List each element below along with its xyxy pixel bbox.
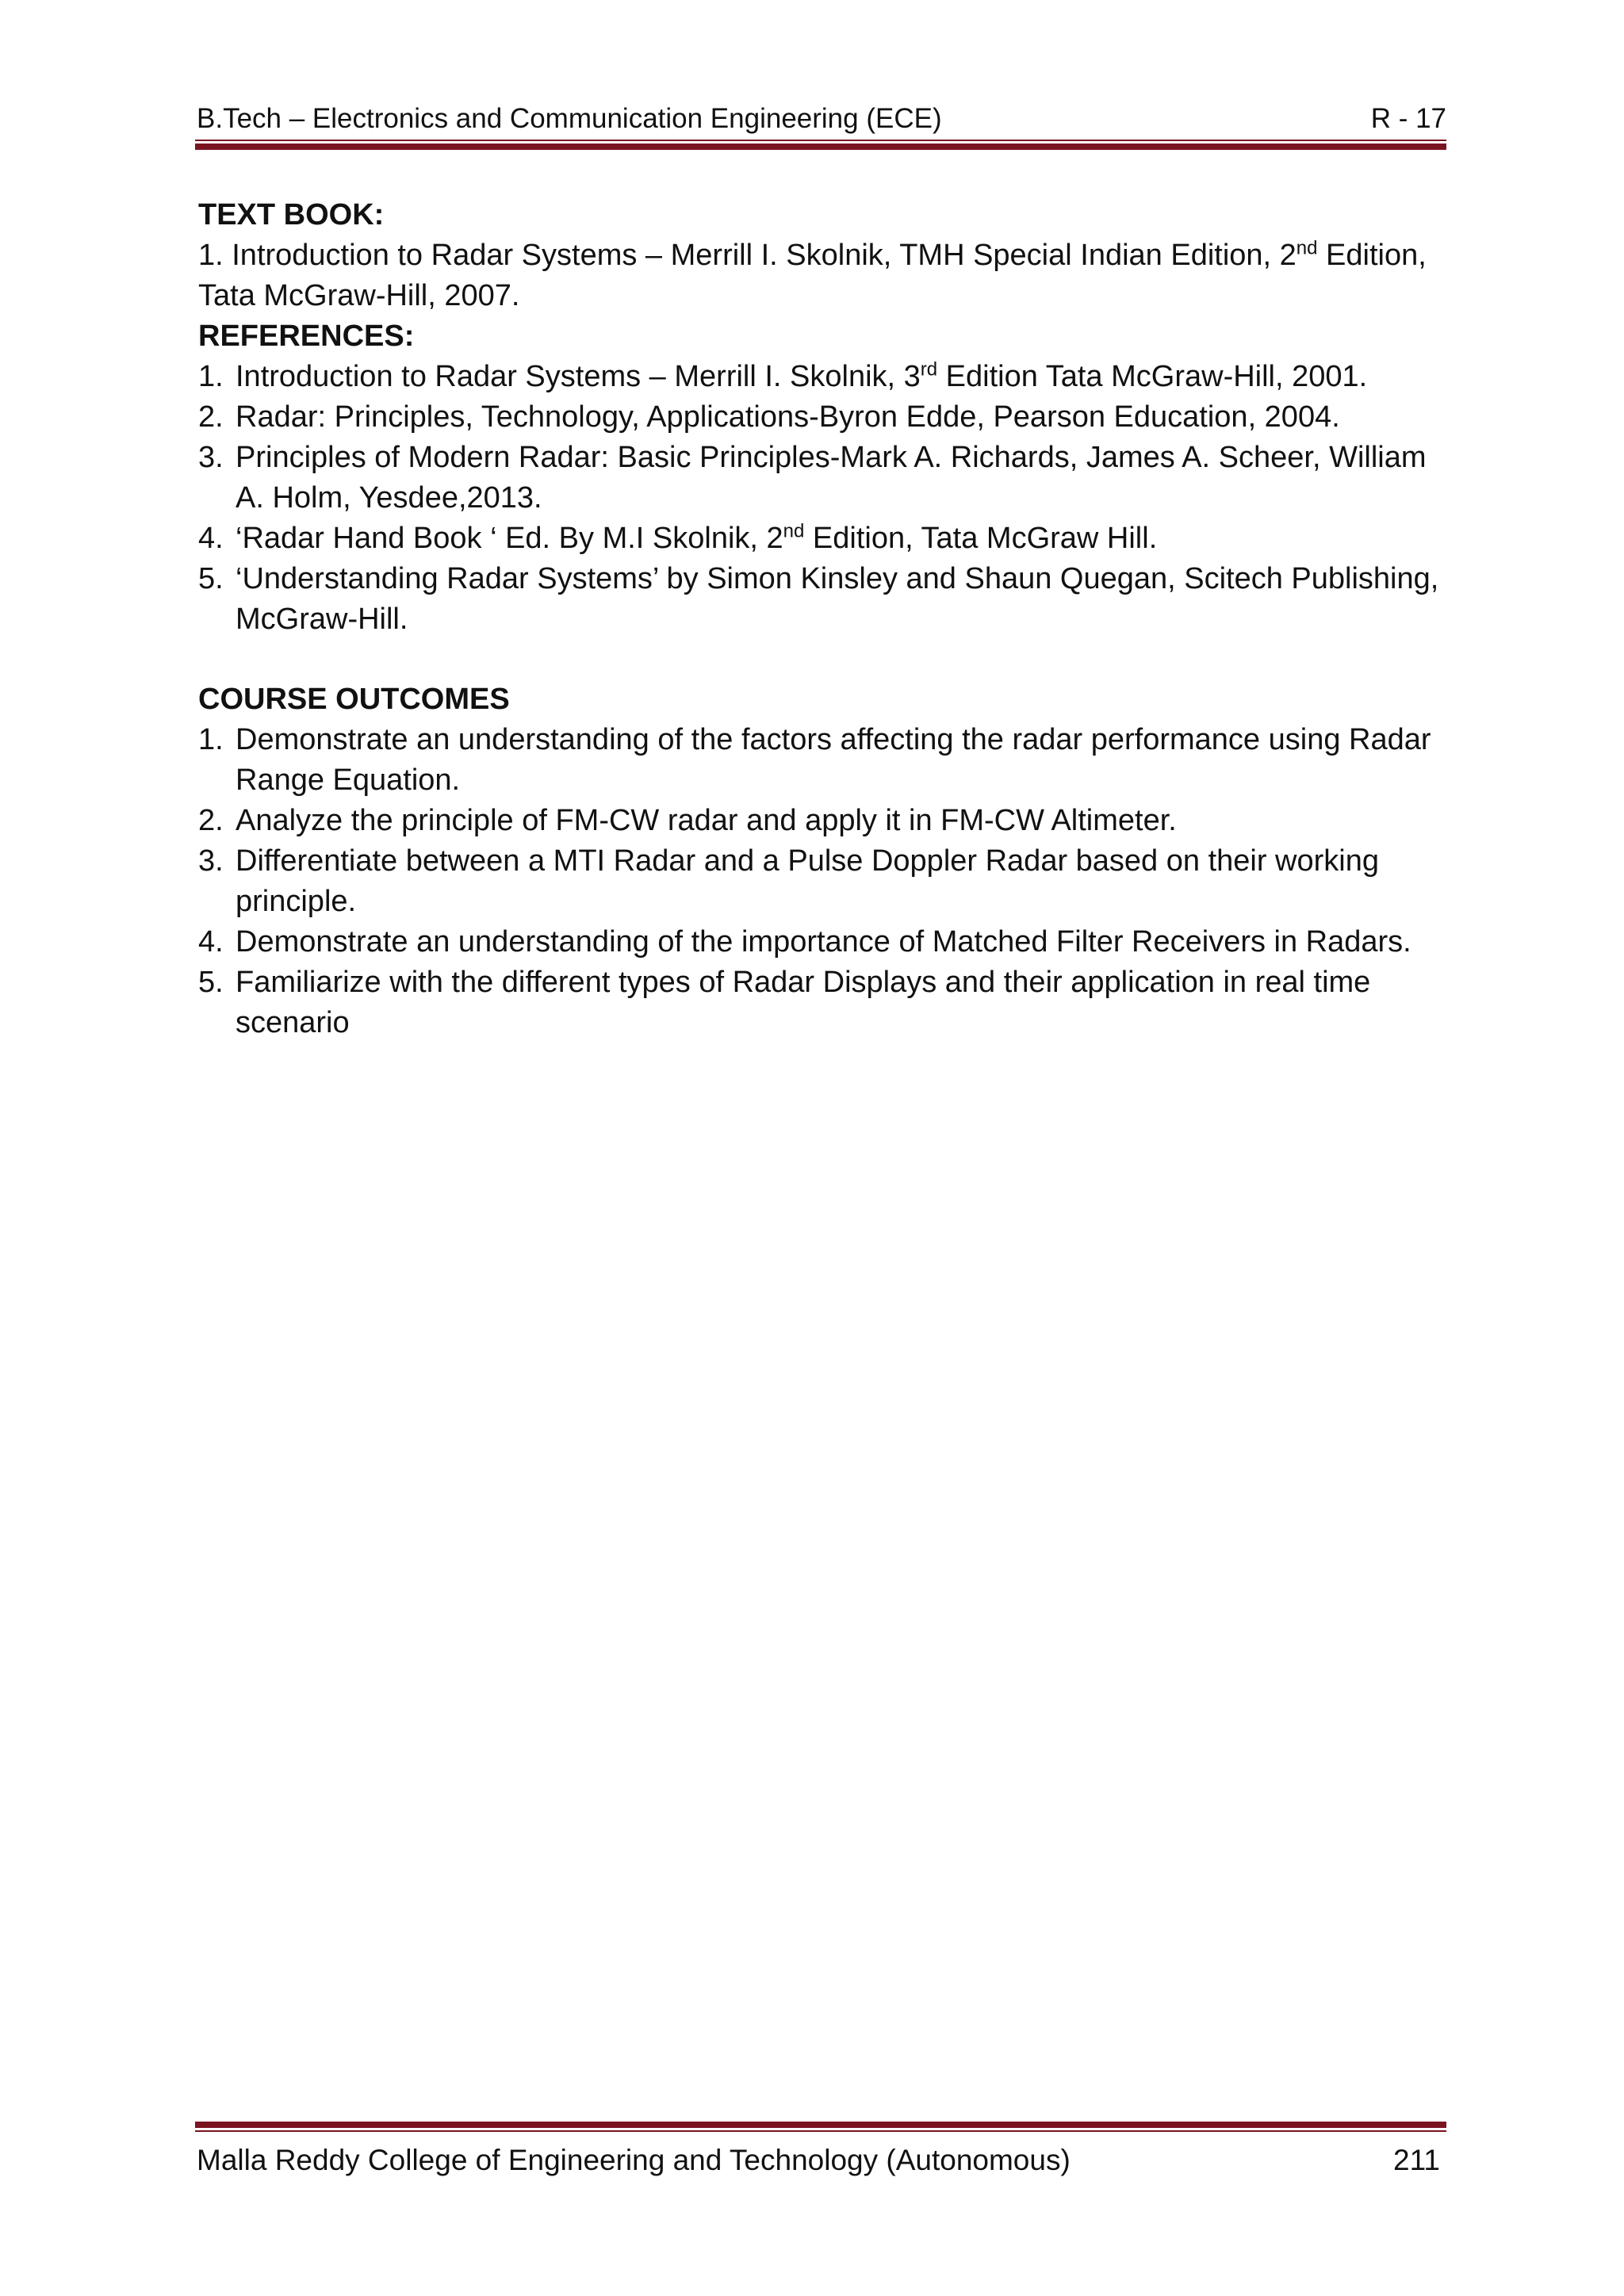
- reference-item-5: 5. ‘Understanding Radar Systems’ by Simon Kinsley and Shaun Quegan, Scitech Publishing, McGraw-Hill.: [198, 562, 1439, 636]
- outcome-item-3: 3. Differentiate between a MTI Radar and a Pulse Doppler Radar based on their working principle.: [198, 844, 1379, 918]
- header-rule-thick: [195, 144, 1446, 150]
- textbook-item-1-line2: Tata McGraw-Hill, 2007.: [198, 279, 520, 312]
- outcome-item-1: 1. Demonstrate an understanding of the factors affecting the radar performance using Radar Range Equation.: [198, 723, 1431, 797]
- outcome-item-4: 4. Demonstrate an understanding of the importance of Matched Filter Receivers in Radars.: [198, 925, 1411, 959]
- header-rule-thin: [195, 140, 1446, 141]
- textbook-item-1: 1. Introduction to Radar Systems – Merrill I. Skolnik, TMH Special Indian Edition, 2nd Edition,: [198, 237, 1427, 272]
- reference-item-4: 4. ‘Radar Hand Book ‘ Ed. By M.I Skolnik, 2nd Edition, Tata McGraw Hill.: [198, 520, 1158, 555]
- textbook-heading: TEXT BOOK:: [198, 198, 385, 232]
- reference-item-3: 3. Principles of Modern Radar: Basic Principles-Mark A. Richards, James A. Scheer, William A. Holm, Yesdee,2013.: [198, 441, 1427, 515]
- page-header: [197, 101, 1446, 136]
- outcome-item-2: 2. Analyze the principle of FM-CW radar and apply it in FM-CW Altimeter.: [198, 804, 1177, 837]
- page-footer: [197, 2141, 1440, 2180]
- header-title: B.Tech – Electronics and Communication Engineering (ECE): [197, 103, 942, 134]
- footer-rule-thin: [195, 2130, 1446, 2132]
- course-outcomes-heading: COURSE OUTCOMES: [198, 683, 510, 716]
- footer-institution: Malla Reddy College of Engineering and Technology (Autonomous): [197, 2144, 1071, 2176]
- footer-rule-thick: [195, 2122, 1446, 2128]
- page-number: 211: [1393, 2144, 1440, 2176]
- references-heading: REFERENCES:: [198, 320, 415, 353]
- section-spacer: [198, 640, 1451, 679]
- outcome-item-5: 5. Familiarize with the different types of Radar Displays and their application in real time scenario: [198, 966, 1371, 1039]
- header-regulation: R - 17: [1370, 103, 1446, 134]
- reference-item-2: 2. Radar: Principles, Technology, Applications-Byron Edde, Pearson Education, 2004.: [198, 400, 1340, 434]
- reference-item-1: 1. Introduction to Radar Systems – Merrill I. Skolnik, 3rd Edition Tata McGraw-Hill, 2001.: [198, 358, 1368, 393]
- page-content: [198, 195, 1451, 1043]
